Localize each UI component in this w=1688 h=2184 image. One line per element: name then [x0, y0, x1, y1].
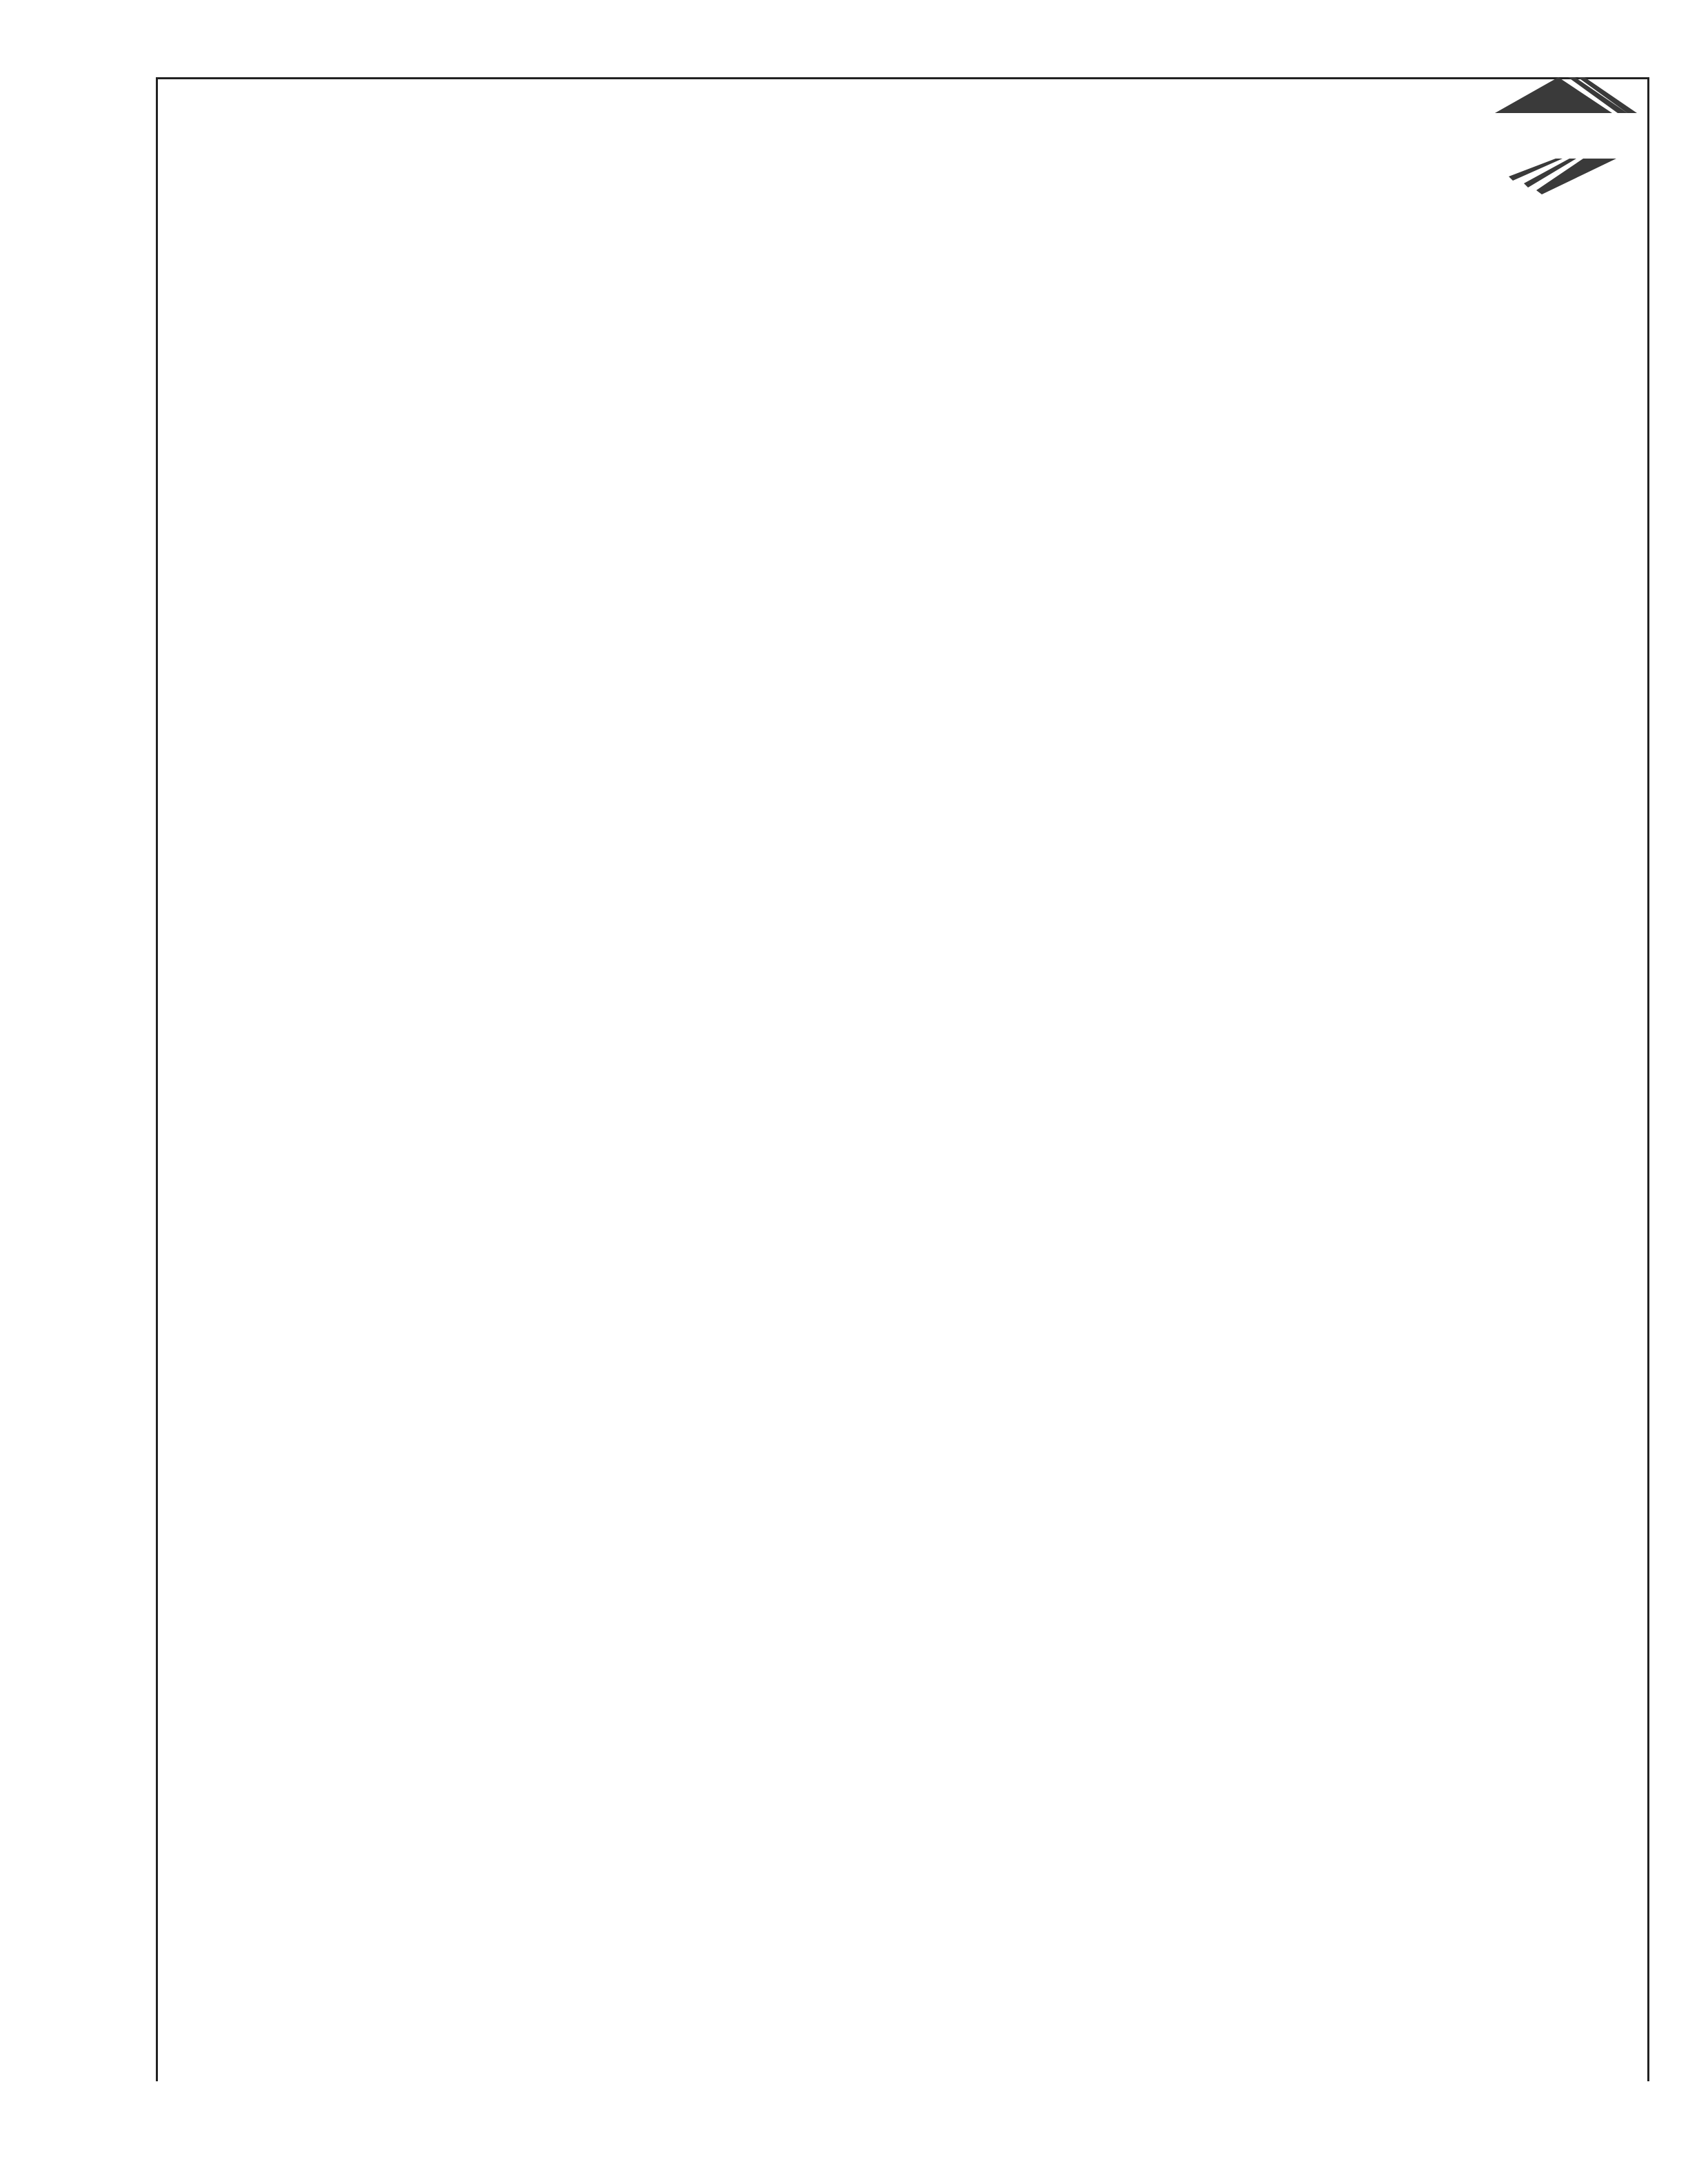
- logo-mark-icon: [1495, 77, 1637, 194]
- parts-table: [156, 256, 1649, 2081]
- bucyrus-logo: [1441, 77, 1648, 201]
